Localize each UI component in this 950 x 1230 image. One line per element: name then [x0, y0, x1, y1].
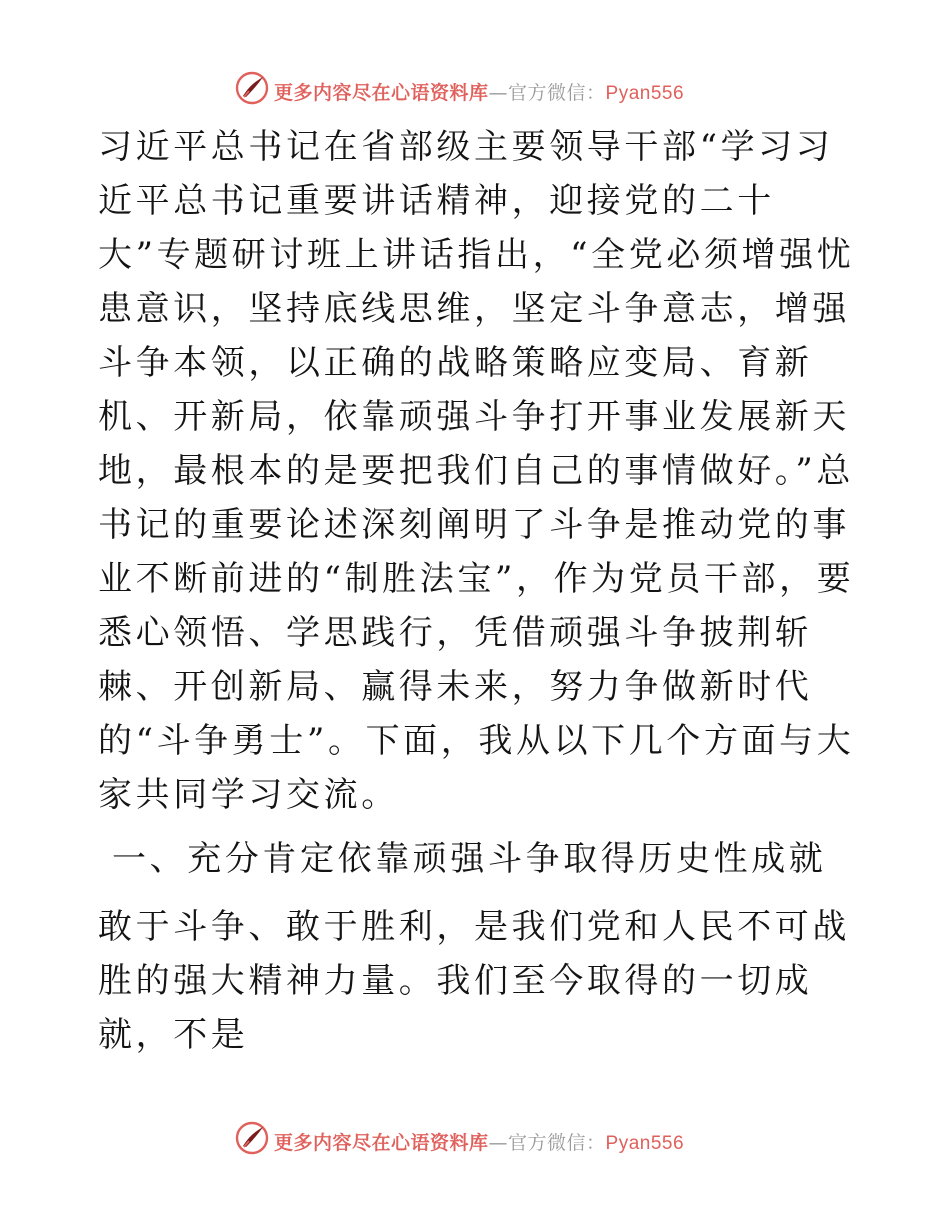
document-body [98, 120, 858, 1062]
footer-watermark-id: Pyan556 [605, 1133, 685, 1154]
quill-pen-logo-icon [234, 1120, 270, 1156]
header-watermark-site: 更多内容尽在心语资料库 [274, 82, 489, 104]
footer-watermark-label: —官方微信： [488, 1132, 606, 1154]
header-watermark-label: —官方微信： [488, 82, 606, 104]
paragraph-intro: 习近平总书记在省部级主要领导干部“学习习近平总书记重要讲话精神，迎接党的二十大”专题研讨班上讲话指出，“全党必须增强忧患意识，坚持底线思维，坚定斗争意志，增强斗争本领，以正确的战略策略应变局、育新机、开新局，依靠顽强斗争打开事业发展新天地，最根本的是要把我们自己的事情做好。”总书记的重要论述深刻阐明了斗争是推动党的事业不断前进的“制胜法宝”，作为党员干部，要悉心领悟、学思践行，凭借顽强斗争披荆斩棘、开创新局、赢得未来，努力争做新时代的“斗争勇士”。下面，我从以下几个方面与大家共同学习交流。 [98, 127, 855, 815]
quill-pen-logo-icon [234, 70, 270, 106]
section-heading: 一、充分肯定依靠顽强斗争取得历史性成就 [112, 839, 827, 879]
footer-watermark-site: 更多内容尽在心语资料库 [274, 1132, 489, 1154]
header-watermark-text [274, 78, 684, 105]
header-watermark [0, 70, 950, 110]
paragraph-section-1: 敢于斗争、敢于胜利，是我们党和人民不可战胜的强大精神力量。我们至今取得的一切成就，不是 [98, 907, 850, 1055]
footer-watermark-text [274, 1128, 684, 1155]
header-watermark-id: Pyan556 [605, 83, 685, 104]
footer-watermark [0, 1120, 950, 1160]
